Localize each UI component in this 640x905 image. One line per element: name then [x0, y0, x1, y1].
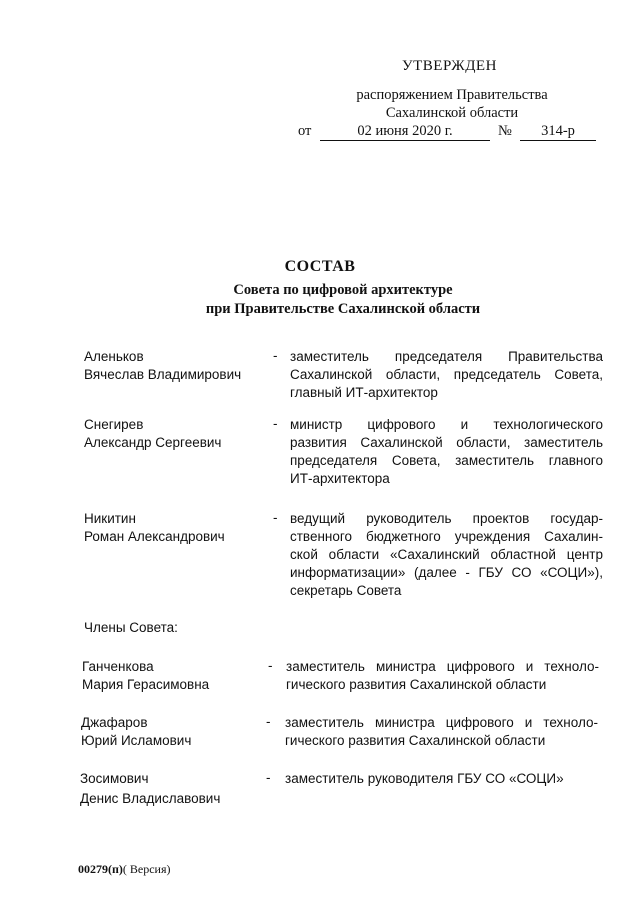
description-line: заместитель министра цифрового и техноло-	[286, 659, 599, 674]
member-surname: Ганченкова	[82, 659, 154, 674]
member-name	[84, 510, 269, 546]
member-name	[84, 416, 269, 452]
member-name	[80, 770, 265, 808]
member-given-names: Юрий Исламович	[81, 733, 192, 748]
approval-heading: УТВЕРЖДЕН	[402, 58, 497, 74]
description-line: ИТ-архитектора	[290, 471, 390, 486]
description-line: ственного бюджетного учреждения Сахалин-	[290, 529, 603, 544]
member-surname: Никитин	[84, 511, 136, 526]
member-given-names: Денис Владиславович	[80, 791, 221, 806]
member-name	[84, 348, 269, 384]
document-subtitle-line-1: Совета по цифровой архитектуре	[233, 282, 453, 298]
members-heading: Члены Совета:	[84, 620, 178, 635]
dash-separator: -	[273, 510, 278, 525]
description-line: ской области «Сахалинский областной центр	[290, 547, 603, 562]
member-given-names: Александр Сергеевич	[84, 435, 222, 450]
approval-date-number-line	[298, 123, 608, 143]
order-number: 314-р	[520, 123, 596, 141]
member-given-names: Мария Герасимовна	[82, 677, 210, 692]
description-line: председателя Совета, заместитель главного	[290, 453, 603, 468]
member-name	[81, 714, 266, 750]
description-line: заместитель руководителя ГБУ СО «СОЦИ»	[285, 771, 564, 786]
description-line: гического развития Сахалинской области	[286, 677, 547, 692]
document-footer	[78, 862, 171, 877]
member-surname: Снегирев	[84, 417, 144, 432]
dash-separator: -	[266, 770, 271, 785]
document-subtitle-line-2: при Правительстве Сахалинской области	[205, 301, 481, 317]
document-title: СОСТАВ	[284, 258, 356, 275]
from-label: от	[298, 123, 312, 139]
footer-version: ( Версия)	[122, 862, 171, 876]
member-description	[290, 510, 603, 600]
description-line: секретарь Совета	[290, 583, 402, 598]
description-line: главный ИТ-архитектор	[290, 385, 438, 400]
description-line: гического развития Сахалинской области	[285, 733, 546, 748]
member-description	[285, 714, 598, 750]
number-label: №	[498, 123, 512, 139]
description-line: министр цифрового и технологического	[290, 417, 603, 432]
footer-code: 00279(п)	[78, 862, 123, 876]
dash-separator: -	[266, 714, 271, 729]
member-description	[286, 658, 599, 694]
approval-order-line-1: распоряжением Правительства	[356, 87, 548, 103]
dash-separator: -	[273, 348, 278, 363]
member-surname: Аленьков	[84, 349, 144, 364]
description-line: развития Сахалинской области, заместитель	[290, 435, 603, 450]
order-date: 02 июня 2020 г.	[320, 123, 490, 141]
member-surname: Джафаров	[81, 715, 148, 730]
member-surname: Зосимович	[80, 771, 149, 786]
member-given-names: Роман Александрович	[84, 529, 225, 544]
dash-separator: -	[268, 658, 273, 673]
member-description	[290, 416, 603, 488]
description-line: Сахалинской области, председатель Совета,	[290, 367, 603, 382]
member-description	[290, 348, 603, 402]
description-line: ведущий руководитель проектов государ-	[290, 511, 603, 526]
description-line: заместитель министра цифрового и техноло-	[285, 715, 598, 730]
description-line: информатизации» (далее - ГБУ СО «СОЦИ»),	[290, 565, 603, 580]
approval-order-line-2: Сахалинской области	[385, 105, 519, 121]
member-description	[285, 770, 598, 788]
description-line: заместитель председателя Правительства	[290, 349, 603, 364]
member-name	[82, 658, 267, 694]
member-given-names: Вячеслав Владимирович	[84, 367, 242, 382]
dash-separator: -	[273, 416, 278, 431]
